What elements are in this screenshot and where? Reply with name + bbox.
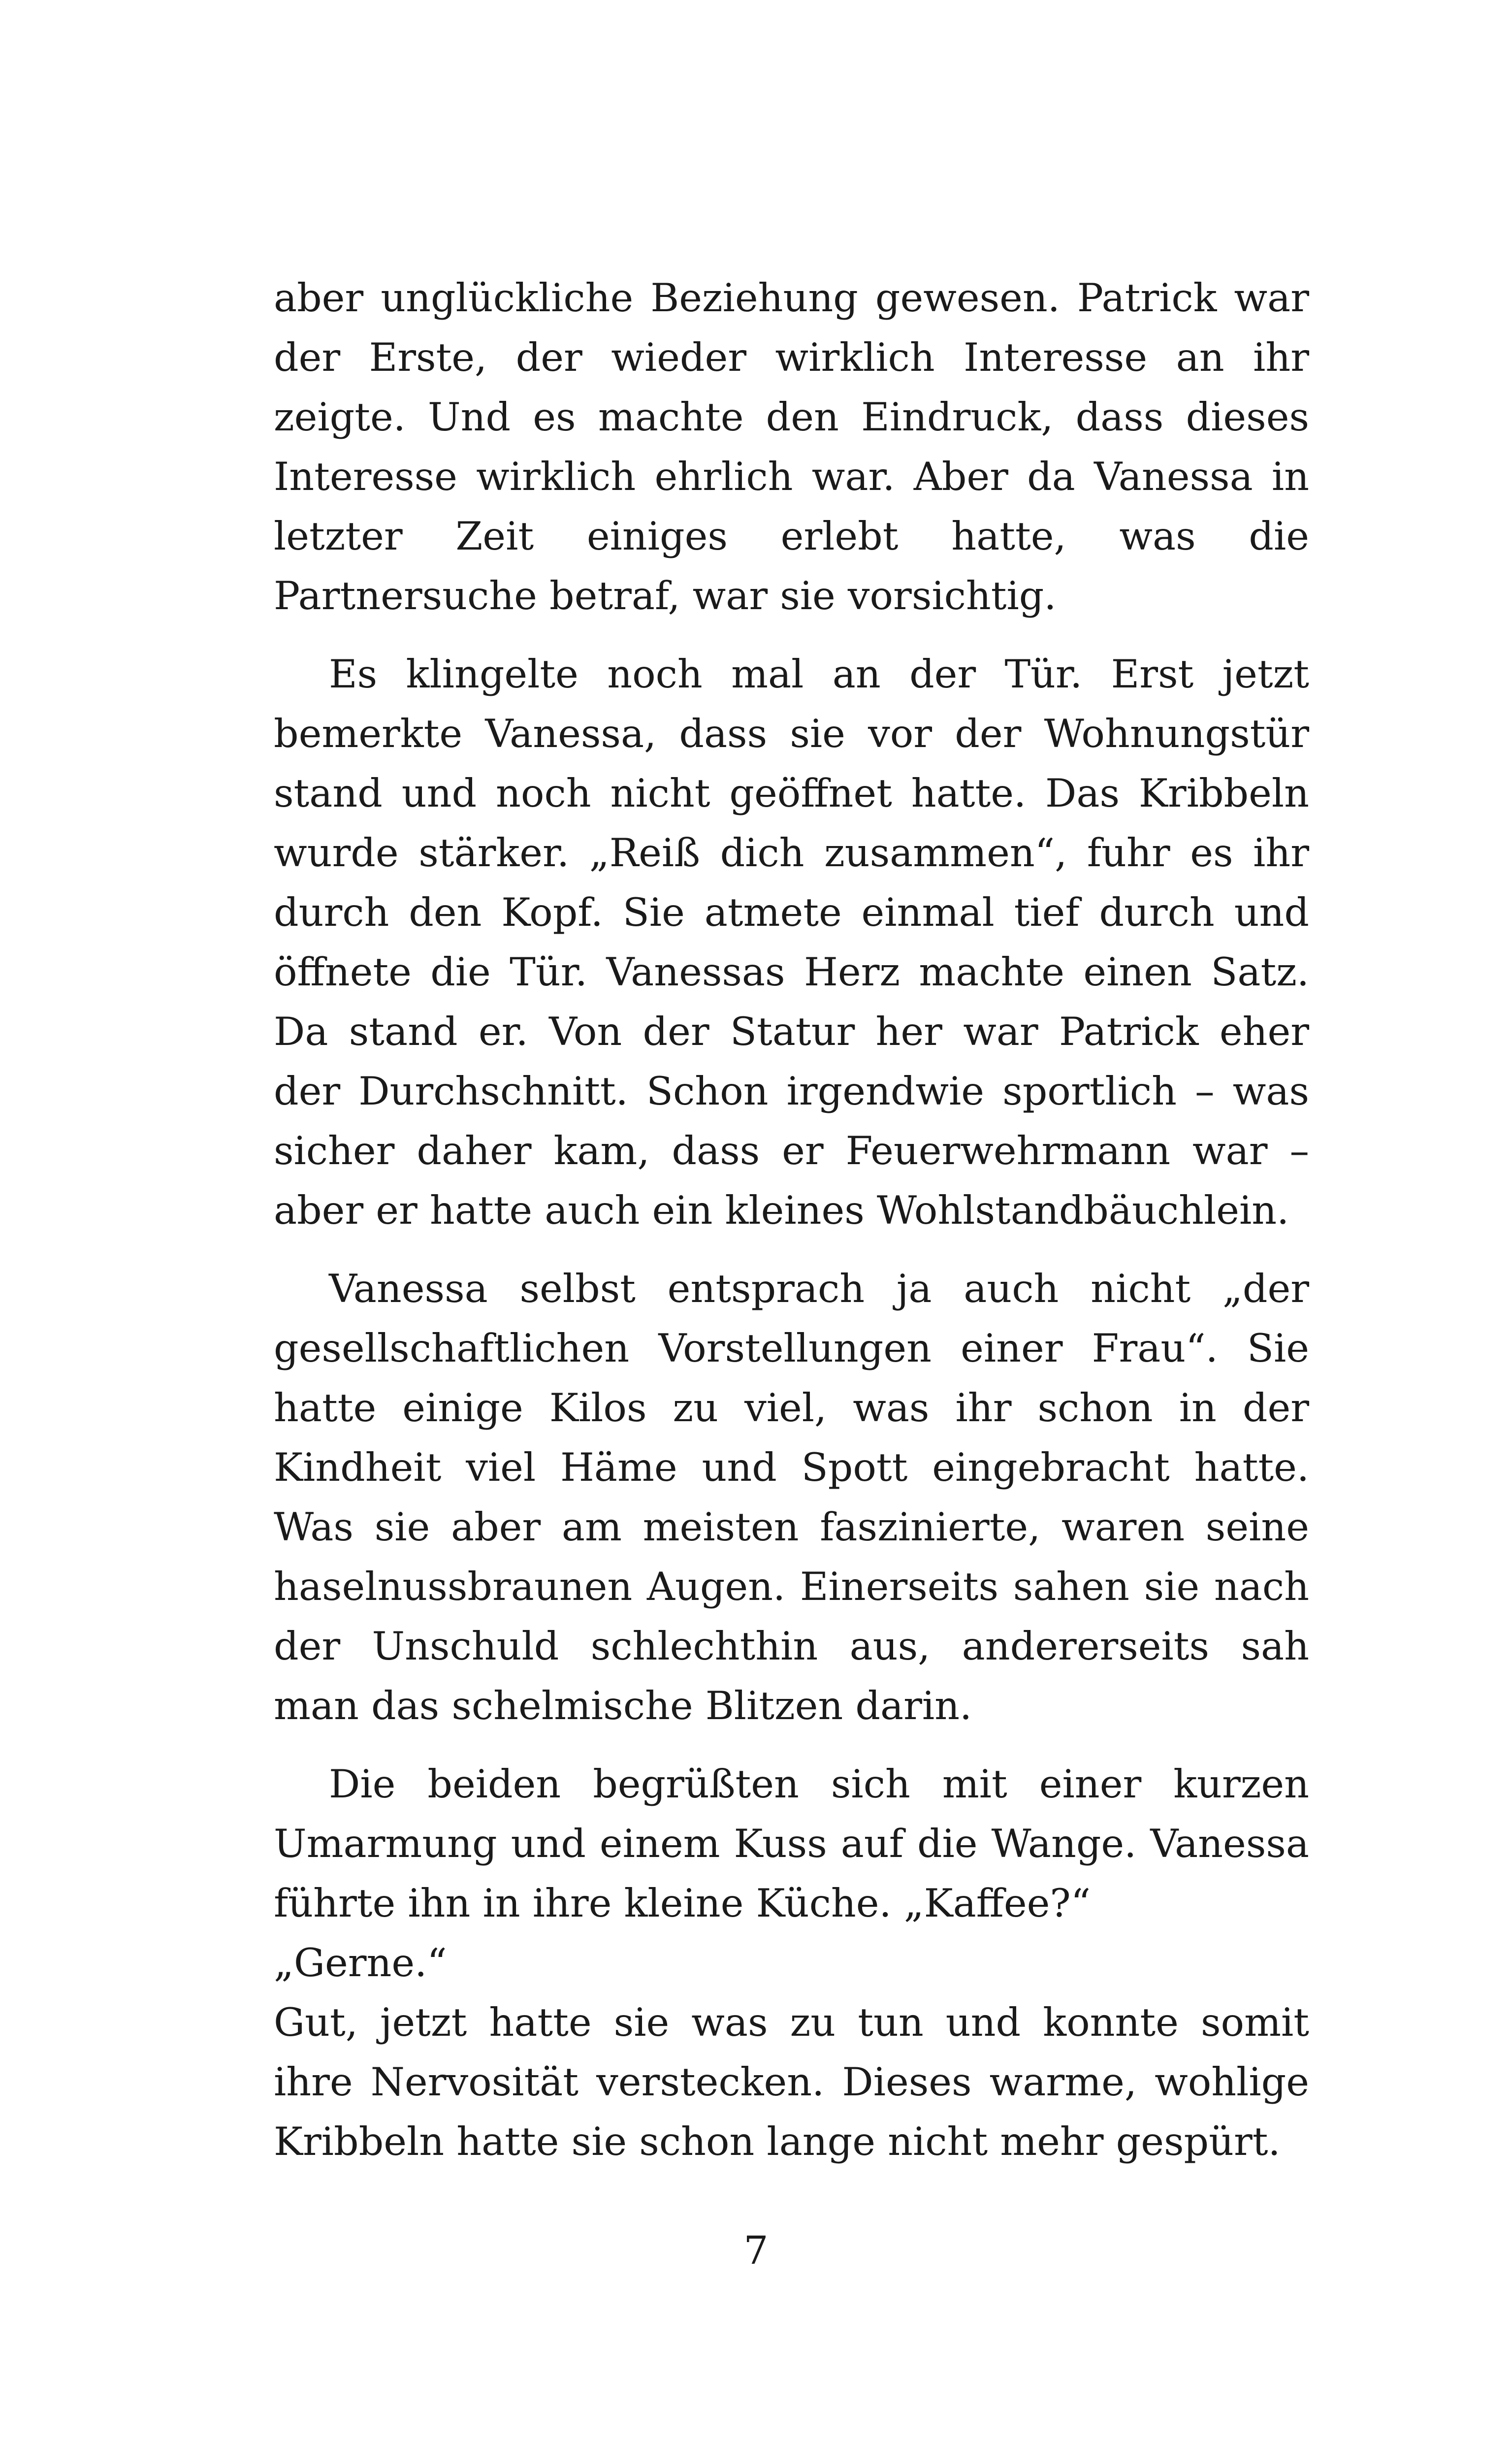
paragraph-1: aber unglückliche Beziehung gewesen. Patrick war der Erste, der wieder wirklich Interesse an ihr zeigte. Und es machte den Eindruck, dass dieses Interesse wirklich ehrlich war. Aber da Vanessa in letzter Zeit einiges erlebt hatte, was die Partnersuche betraf, war sie vorsichtig. — [274, 275, 1309, 619]
paragraph-5: Gut, jetzt hatte sie was zu tun und konnte somit ihre Nervosität verstecken. Dieses warme, wohlige Kribbeln hatte sie schon lange nicht mehr gespürt. — [274, 2000, 1309, 2164]
paragraph-4: Die beiden begrüßten sich mit einer kurzen Umarmung und einem Kuss auf die Wange. Vanessa führte ihn in ihre kleine Küche. „Kaffee?“ — [274, 1761, 1309, 1926]
dialogue-line: „Gerne.“ — [274, 1940, 447, 1986]
page-number: 7 — [743, 2228, 769, 2273]
body-text — [274, 268, 1309, 2172]
paragraph-2: Es klingelte noch mal an der Tür. Erst jetzt bemerkte Vanessa, dass sie vor der Wohnungstür stand und noch nicht geöffnet hatte. Das Kribbeln wurde stärker. „Reiß dich zusammen“, fuhr es ihr durch den Kopf. Sie atmete einmal tief durch und öffnete die Tür. Vanessas Herz machte einen Satz. Da stand er. Von der Statur her war Patrick eher der Durchschnitt. Schon irgendwie sportlich – was sicher daher kam, dass er Feuerwehrmann war – aber er hatte auch ein kleines Wohlstandbäuchlein. — [274, 651, 1309, 1233]
paragraph-3: Vanessa selbst entsprach ja auch nicht „der gesellschaftlichen Vorstellungen einer Frau“. Sie hatte einige Kilos zu viel, was ihr schon in der Kindheit viel Häme und Spott eingebracht hatte. Was sie aber am meisten faszinierte, waren seine haselnussbraunen Augen. Einerseits sahen sie nach der Unschuld schlechthin aus, andererseits sah man das schelmische Blitzen darin. — [274, 1266, 1309, 1728]
